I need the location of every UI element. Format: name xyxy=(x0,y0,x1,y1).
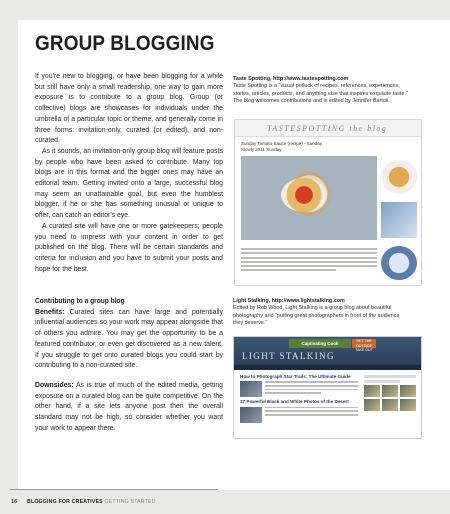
lightstalking-screenshot xyxy=(233,336,422,439)
caption-tastespotting xyxy=(233,76,408,105)
page-number: 16 xyxy=(11,499,18,505)
lightstalking-nav xyxy=(234,365,421,370)
article-list xyxy=(240,374,358,425)
sidebar-thumb-grid xyxy=(364,385,416,411)
caption-1-text: Taste Spotting is a "visual potluck of recipes, references, experiences, stories, articles, products, and anything else that inspires exquisite taste." The blog welcomes contributions and is edited by Jennifer Bartoli. xyxy=(233,83,408,104)
page-heading: GROUP BLOGGING xyxy=(35,32,215,55)
footer-title xyxy=(27,499,156,505)
screenshot-1-body-text xyxy=(241,248,377,274)
lightstalking-logo: LIGHT STALKING xyxy=(242,351,335,361)
screenshot-1-post-title: Sunday Tomato Sauce (recipe) - Sunday, Slowly 2011 Sunday xyxy=(241,141,323,152)
footer-rule xyxy=(10,489,218,490)
tastespotting-screenshot xyxy=(234,119,422,286)
side-photo-2 xyxy=(381,202,417,238)
downsides-paragraph xyxy=(35,381,223,435)
benefits-paragraph xyxy=(35,308,223,372)
banner-ad: Captivating Cook xyxy=(289,339,351,348)
article-2-thumbs xyxy=(240,407,358,423)
tastespotting-logo: TASTESPOTTING the blog xyxy=(267,124,388,133)
caption-1-title: Taste Spotting, http://www.tastespotting.com xyxy=(233,76,349,82)
article-1-title: How to Photograph Star Trails: The Ultimate Guide xyxy=(240,374,351,379)
downsides-text: As is true of much of the edited media, getting exposure on a curated blog can be quite competitive. On the other hand, if a site lets anyone post then the overall standard may not be high, so consider whether you want your work to appear there. xyxy=(35,382,223,432)
chapter-title: GETTING STARTED xyxy=(104,499,156,505)
article-1-thumbs xyxy=(240,381,358,397)
caption-2-title: Light Stalking, http://www.lightstalking.com xyxy=(233,298,345,304)
banner-ad-2: GET THE OUTSIDE TAKE OUT xyxy=(352,339,376,348)
lightstalking-banner xyxy=(234,337,421,365)
book-title: BLOGGING FOR CREATIVES xyxy=(27,499,103,505)
article-2-title: 37 Powerful Black and White Photos of the Desert xyxy=(240,399,349,405)
side-photo-3 xyxy=(381,246,417,280)
contributing-section xyxy=(35,296,223,372)
pasta-photo xyxy=(241,156,377,240)
page-footer xyxy=(0,489,450,514)
downsides-section xyxy=(35,381,223,435)
intro-paragraph-1: If you're new to blogging, or have been blogging for a while but still have only a small readership, one way to gain more exposure is to contribute to a group blog. Group (or collective) blogs are showcases for individuals under the umbrella of a particular topic or theme, and generally come in three forms: invitation-only, curated (or edited), and non-curated. xyxy=(35,73,223,145)
intro-paragraph-3: A curated site will have one or more gatekeepers; people you need to impress with your content in order to get published on the blog. There will be certain standards and criteria for inclusion and you have to submit your posts and hope for the best. xyxy=(35,222,223,273)
caption-lightstalking xyxy=(233,298,408,327)
benefits-label: Benefits: xyxy=(35,308,65,316)
section-subheading: Contributing to a group blog xyxy=(35,296,125,305)
downsides-label: Downsides: xyxy=(35,382,74,389)
intro-paragraph-2: As it sounds, an invitation-only group blog will feature posts by people who have been asked to contribute. Many top blogs are in this format and the bigger ones may have an editorial team. Getting invited onto a large, successful blog may seem an unattainable goal, but even the humblest blogger, if he or she has something unusual or unique to offer, can catch an editor's eye. xyxy=(35,147,223,220)
caption-2-text: Edited by Rob Wood, Light Stalking is a group blog about beautiful photography and "putting great photographers in front of the audience they deserve." xyxy=(233,305,400,326)
screenshot-1-header xyxy=(235,120,421,137)
lightstalking-sidebar xyxy=(364,375,416,411)
pasta-plate xyxy=(281,178,327,212)
intro-column xyxy=(35,72,223,275)
side-photo-1 xyxy=(381,160,417,194)
benefits-text: Curated sites can have large and potentially influential audiences so your work may appear alongside that of others you admire. You may get the opportunity to be a featured contributor, or even get discovered as a new talent. If you struggle to get onto curated blogs you could start by contributing to a non-curated site. xyxy=(35,308,223,370)
